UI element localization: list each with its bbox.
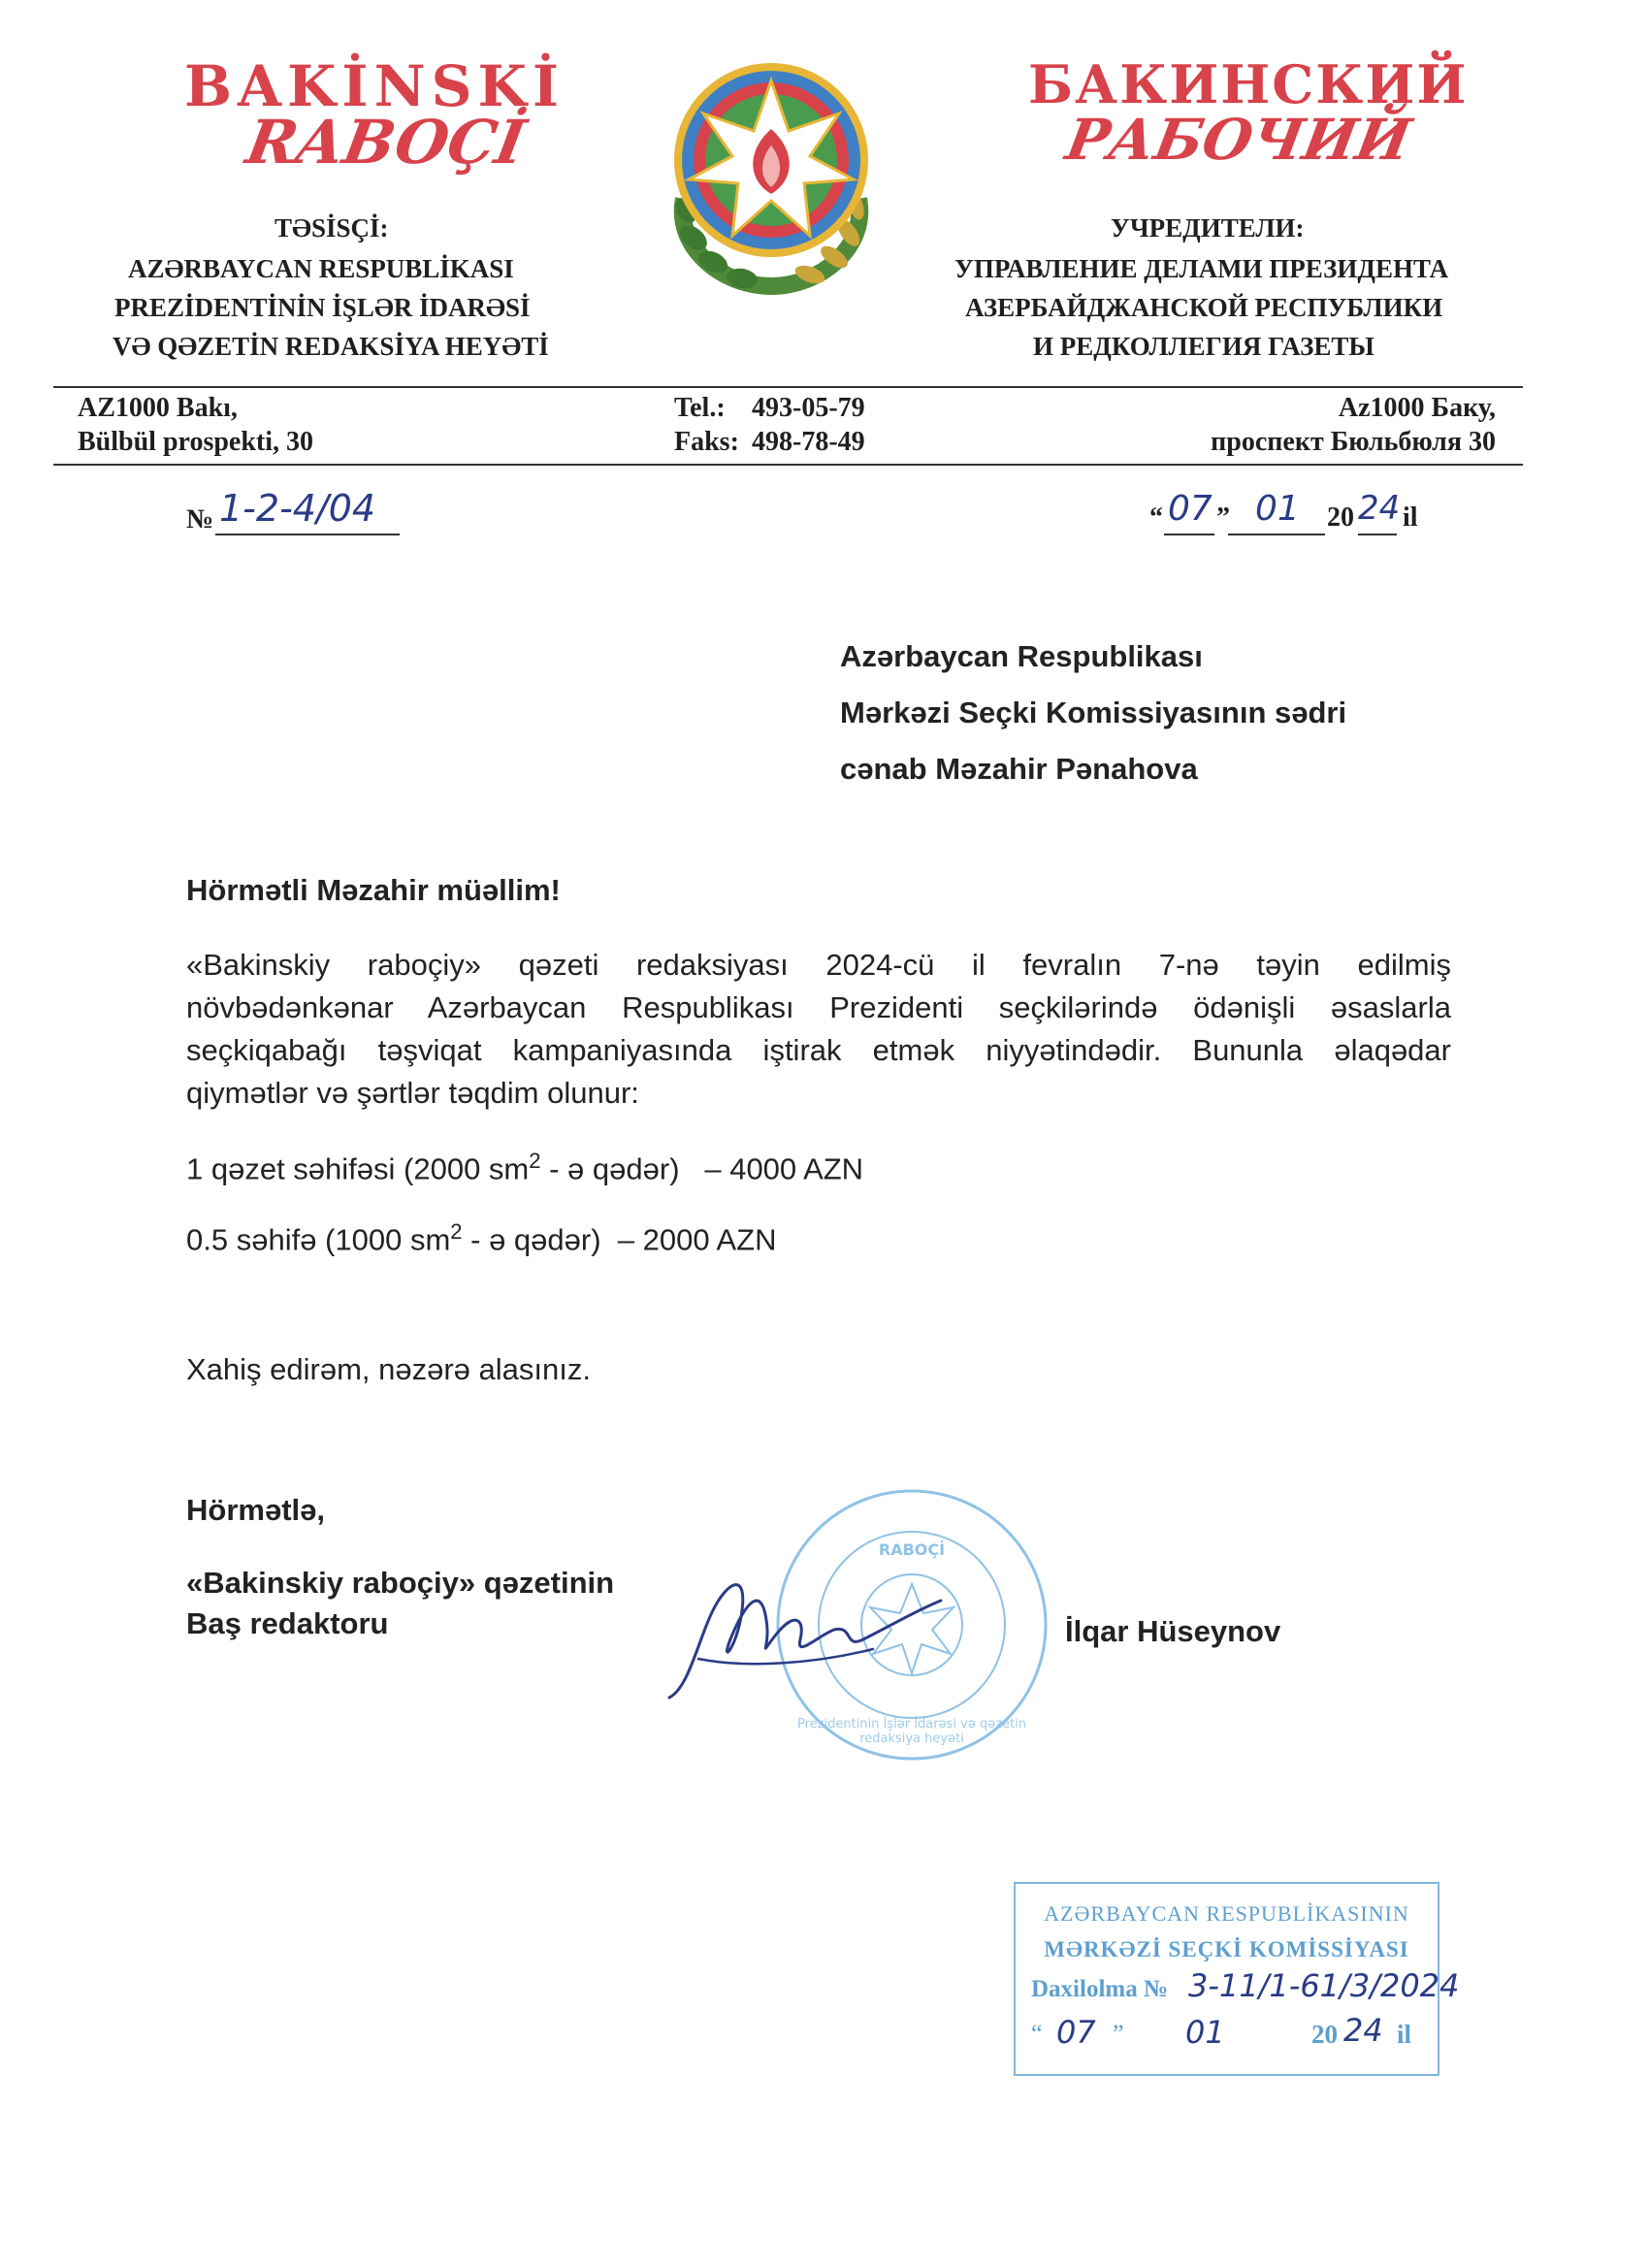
founder-line-ru-2: АЗЕРБАЙДЖАНСКОЙ РЕСПУБЛИКИ bbox=[965, 293, 1443, 322]
registration-year-prefix: 20 bbox=[1311, 2020, 1338, 2049]
address-ru-line1: Az1000 Баку, bbox=[1338, 393, 1496, 423]
address-az-line1: AZ1000 Bakı, bbox=[78, 393, 238, 423]
phone-label: Tel.: bbox=[674, 393, 726, 423]
reference-number-field bbox=[215, 487, 400, 535]
header-divider-top bbox=[53, 386, 1523, 388]
fax-value: 498-78-49 bbox=[752, 427, 865, 457]
price-line-2 bbox=[186, 1211, 776, 1261]
registration-year-suffix: 24 bbox=[1343, 2012, 1383, 2049]
reference-number-label: № bbox=[186, 504, 214, 535]
date-suffix: il bbox=[1403, 502, 1418, 533]
price-2-text: 0.5 səhifə (1000 sm bbox=[186, 1222, 451, 1257]
price-1-rest: - ə qədər) – 4000 AZN bbox=[540, 1151, 864, 1186]
price-2-rest: - ə qədər) – 2000 AZN bbox=[462, 1222, 777, 1257]
registration-suffix: il bbox=[1397, 2020, 1412, 2049]
registration-incoming-label: Daxilolma № bbox=[1031, 1976, 1169, 2002]
reference-number-value: 1-2-4/04 bbox=[219, 487, 376, 530]
main-paragraph bbox=[186, 944, 1451, 1115]
registration-incoming-number: 3-11/1-61/3/2024 bbox=[1188, 1967, 1460, 2004]
address-ru-line2: проспект Бюльбюля 30 bbox=[1211, 427, 1496, 457]
registration-stamp bbox=[1014, 1882, 1460, 2076]
brand-title-az: BAKİNSKİ bbox=[184, 53, 566, 119]
founder-label-ru: УЧРЕДИТЕЛИ: bbox=[1111, 213, 1305, 243]
price-line-1 bbox=[186, 1140, 863, 1190]
registration-day: 07 bbox=[1056, 2014, 1096, 2051]
date-day-value: 07 bbox=[1168, 489, 1212, 529]
founder-label-az: TƏSİSÇİ: bbox=[275, 213, 389, 243]
brand-subtitle-ru: РАБОЧИЙ bbox=[1061, 107, 1416, 173]
paragraph-line-2: növbədənkənar Azərbaycan Respublikası Prezidenti seçkilərində ödənişli əsaslarla bbox=[186, 990, 1451, 1024]
addressee-line-3: cənab Məzahir Pənahova bbox=[840, 752, 1198, 786]
round-seal-outer-text: Prezidentinin İşlər İdarəsi və qəzetin redaksiya heyəti bbox=[797, 1717, 1026, 1746]
addressee-line-2: Mərkəzi Seçki Komissiyasının sədri bbox=[840, 696, 1347, 729]
founder-line-az-1: AZƏRBAYCAN RESPUBLİKASI bbox=[128, 254, 514, 283]
registration-date-open-quote: “ bbox=[1031, 2020, 1043, 2048]
signature-icon bbox=[660, 1542, 951, 1707]
phone-value: 493-05-79 bbox=[752, 393, 865, 423]
addressee-line-1: Azərbaycan Respublikası bbox=[840, 639, 1203, 673]
date-year-prefix: 20 bbox=[1327, 502, 1354, 533]
date-month-field bbox=[1228, 489, 1325, 535]
paragraph-line-1: «Bakinskiy raboçiy» qəzeti redaksiyası 2024-cü il fevralın 7-nə təyin edilmiş bbox=[186, 948, 1451, 982]
date-year-value: 24 bbox=[1358, 489, 1401, 528]
header-divider-bottom bbox=[53, 464, 1523, 466]
closing-line: Hörmətlə, bbox=[186, 1493, 325, 1527]
address-az-line2: Bülbül prospekti, 30 bbox=[78, 427, 314, 457]
paragraph-line-3: seçkiqabağı təşviqat kampaniyasında iştirak etmək niyyətindədir. Bununla əlaqədar bbox=[186, 1033, 1451, 1067]
state-emblem-icon bbox=[655, 53, 888, 296]
round-seal-inner-text: RABOÇİ bbox=[878, 1540, 946, 1559]
founder-line-ru-1: УПРАВЛЕНИЕ ДЕЛАМИ ПРЕЗИДЕНТА bbox=[954, 254, 1449, 283]
salutation: Hörmətli Məzahir müəllim! bbox=[186, 873, 561, 907]
registration-stamp-line1: AZƏRBAYCAN RESPUBLİKASININ bbox=[1044, 1901, 1409, 1926]
registration-month: 01 bbox=[1185, 2014, 1225, 2051]
date-day-field bbox=[1164, 489, 1214, 535]
registration-stamp-line2: MƏRKƏZİ SEÇKİ KOMİSSİYASI bbox=[1044, 1937, 1409, 1961]
date-month-value: 01 bbox=[1255, 489, 1300, 529]
signer-title-line1: «Bakinskiy raboçiy» qəzetinin bbox=[186, 1566, 615, 1600]
registration-date-close-quote: ” bbox=[1113, 2020, 1124, 2048]
date-year-field bbox=[1358, 489, 1401, 535]
price-2-sup: 2 bbox=[450, 1219, 463, 1244]
signer-name: İlqar Hüseynov bbox=[1065, 1614, 1281, 1648]
signer-title-line2: Baş redaktoru bbox=[186, 1606, 389, 1640]
brand-subtitle-az: RABOÇİ bbox=[241, 107, 531, 178]
paragraph-line-4: qiymətlər və şərtlər təqdim olunur: bbox=[186, 1076, 639, 1110]
date-open-quote: “ bbox=[1149, 502, 1163, 533]
price-1-sup: 2 bbox=[529, 1149, 541, 1173]
founder-line-az-3: VƏ QƏZETİN REDAKSİYA HEYƏTİ bbox=[113, 332, 549, 361]
request-line: Xahiş edirəm, nəzərə alasınız. bbox=[186, 1352, 591, 1386]
founder-line-az-2: PREZİDENTİNİN İŞLƏR İDARƏSİ bbox=[114, 293, 531, 322]
founder-line-ru-3: И РЕДКОЛЛЕГИЯ ГАЗЕТЫ bbox=[1033, 332, 1374, 361]
date-close-quote: ” bbox=[1216, 502, 1230, 533]
brand-title-ru: БАКИНСКИЙ bbox=[1028, 53, 1469, 115]
fax-label: Faks: bbox=[674, 427, 739, 457]
price-1-text: 1 qəzet səhifəsi (2000 sm bbox=[186, 1151, 530, 1186]
